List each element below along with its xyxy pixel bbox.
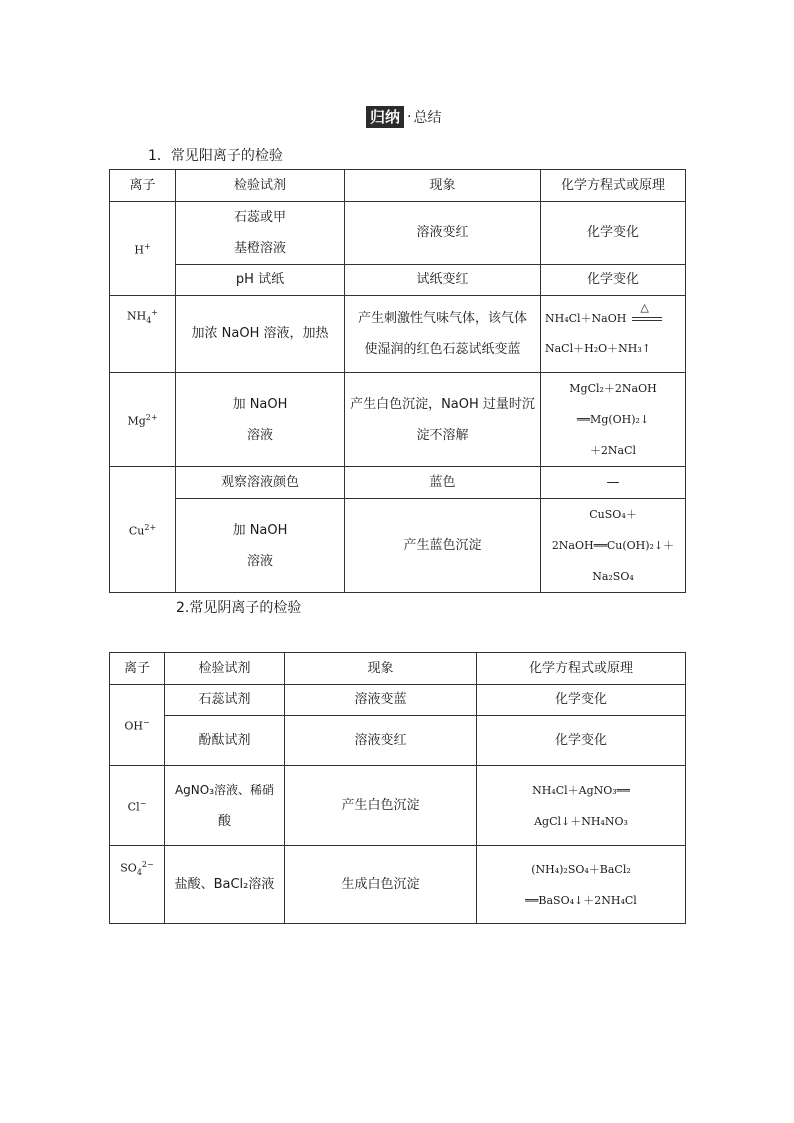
anion-table bbox=[109, 652, 686, 924]
equation-cell: MgCl₂＋2NaOH ══Mg(OH)₂↓ ＋2NaCl bbox=[541, 373, 686, 467]
equation-cell: 化学变化 bbox=[477, 716, 686, 766]
phenomenon-cell: 产生白色沉淀，NaOH 过量时沉 淀不溶解 bbox=[345, 373, 541, 467]
reagent-cell: 加 NaOH 溶液 bbox=[176, 499, 345, 593]
phenomenon-cell: 生成白色沉淀 bbox=[285, 846, 477, 924]
table-header-row bbox=[110, 170, 686, 202]
equation-cell: (NH₄)₂SO₄＋BaCl₂ ══BaSO₄↓＋2NH₄Cl bbox=[477, 846, 686, 924]
ion-mg: $Mg^{2+}$ bbox=[110, 373, 176, 467]
phenomenon-cell: 试纸变红 bbox=[345, 265, 541, 296]
ion-cu: $Cu^{2+}$ bbox=[110, 467, 176, 593]
table-row bbox=[110, 499, 686, 593]
section2-title: 2.常见阴离子的检验 bbox=[176, 600, 302, 616]
ion-h: H+ bbox=[110, 202, 176, 296]
table-row bbox=[110, 685, 686, 716]
header-equation: 化学方程式或原理 bbox=[477, 653, 686, 685]
heading-box: 归纳 bbox=[366, 106, 404, 128]
table-row bbox=[110, 467, 686, 499]
heading-rest: 总结 bbox=[413, 110, 442, 126]
table-row bbox=[110, 716, 686, 766]
header-ion: 离子 bbox=[110, 170, 176, 202]
reagent-cell: 盐酸、BaCl₂溶液 bbox=[165, 846, 285, 924]
equation-cell: 化学变化 bbox=[541, 202, 686, 265]
equation-cell: NH₄Cl＋NaOH △ NaCl＋H₂O＋NH₃↑ bbox=[541, 296, 686, 373]
reagent-cell: 加 NaOH 溶液 bbox=[176, 373, 345, 467]
ion-so4: $SO_4^{2-}$ bbox=[110, 846, 165, 924]
reagent-cell: 石蕊或甲 基橙溶液 bbox=[176, 202, 345, 265]
phenomenon-cell: 蓝色 bbox=[345, 467, 541, 499]
reagent-cell: AgNO₃溶液、稀硝 酸 bbox=[165, 766, 285, 846]
table-row bbox=[110, 766, 686, 846]
header-ion: 离子 bbox=[110, 653, 165, 685]
header-phenomenon: 现象 bbox=[345, 170, 541, 202]
phenomenon-cell: 溶液变红 bbox=[285, 716, 477, 766]
phenomenon-cell: 产生刺激性气味气体，该气体 使湿润的红色石蕊试纸变蓝 bbox=[345, 296, 541, 373]
table-header-row bbox=[110, 653, 686, 685]
cation-table bbox=[109, 169, 686, 593]
table-row bbox=[110, 846, 686, 924]
equation-cell: 化学变化 bbox=[477, 685, 686, 716]
reagent-cell: pH 试纸 bbox=[176, 265, 345, 296]
phenomenon-cell: 产生蓝色沉淀 bbox=[345, 499, 541, 593]
phenomenon-cell: 溶液变蓝 bbox=[285, 685, 477, 716]
equation-cell: 化学变化 bbox=[541, 265, 686, 296]
ion-oh: OH− bbox=[110, 685, 165, 766]
equation-cell: NH₄Cl＋AgNO₃══ AgCl↓＋NH₄NO₃ bbox=[477, 766, 686, 846]
phenomenon-cell: 溶液变红 bbox=[345, 202, 541, 265]
table-row bbox=[110, 296, 686, 373]
heat-equals-sign: △ bbox=[632, 317, 662, 321]
heading-dot: · bbox=[407, 109, 412, 125]
table-row bbox=[110, 265, 686, 296]
phenomenon-cell: 产生白色沉淀 bbox=[285, 766, 477, 846]
reagent-cell: 观察溶液颜色 bbox=[176, 467, 345, 499]
header-reagent: 检验试剂 bbox=[176, 170, 345, 202]
header-reagent: 检验试剂 bbox=[165, 653, 285, 685]
reagent-cell: 石蕊试剂 bbox=[165, 685, 285, 716]
reagent-cell: 加浓 NaOH 溶液，加热 bbox=[176, 296, 345, 373]
section1-title: 1．常见阳离子的检验 bbox=[148, 148, 283, 164]
ion-nh4: $NH_4^+$ bbox=[110, 296, 176, 373]
table-row bbox=[110, 202, 686, 265]
equation-cell: — bbox=[541, 467, 686, 499]
ion-cl: Cl− bbox=[110, 766, 165, 846]
reagent-cell: 酚酞试剂 bbox=[165, 716, 285, 766]
header-equation: 化学方程式或原理 bbox=[541, 170, 686, 202]
table-row bbox=[110, 373, 686, 467]
equation-cell: CuSO₄＋ 2NaOH══Cu(OH)₂↓＋ Na₂SO₄ bbox=[541, 499, 686, 593]
summary-heading bbox=[366, 106, 441, 128]
header-phenomenon: 现象 bbox=[285, 653, 477, 685]
